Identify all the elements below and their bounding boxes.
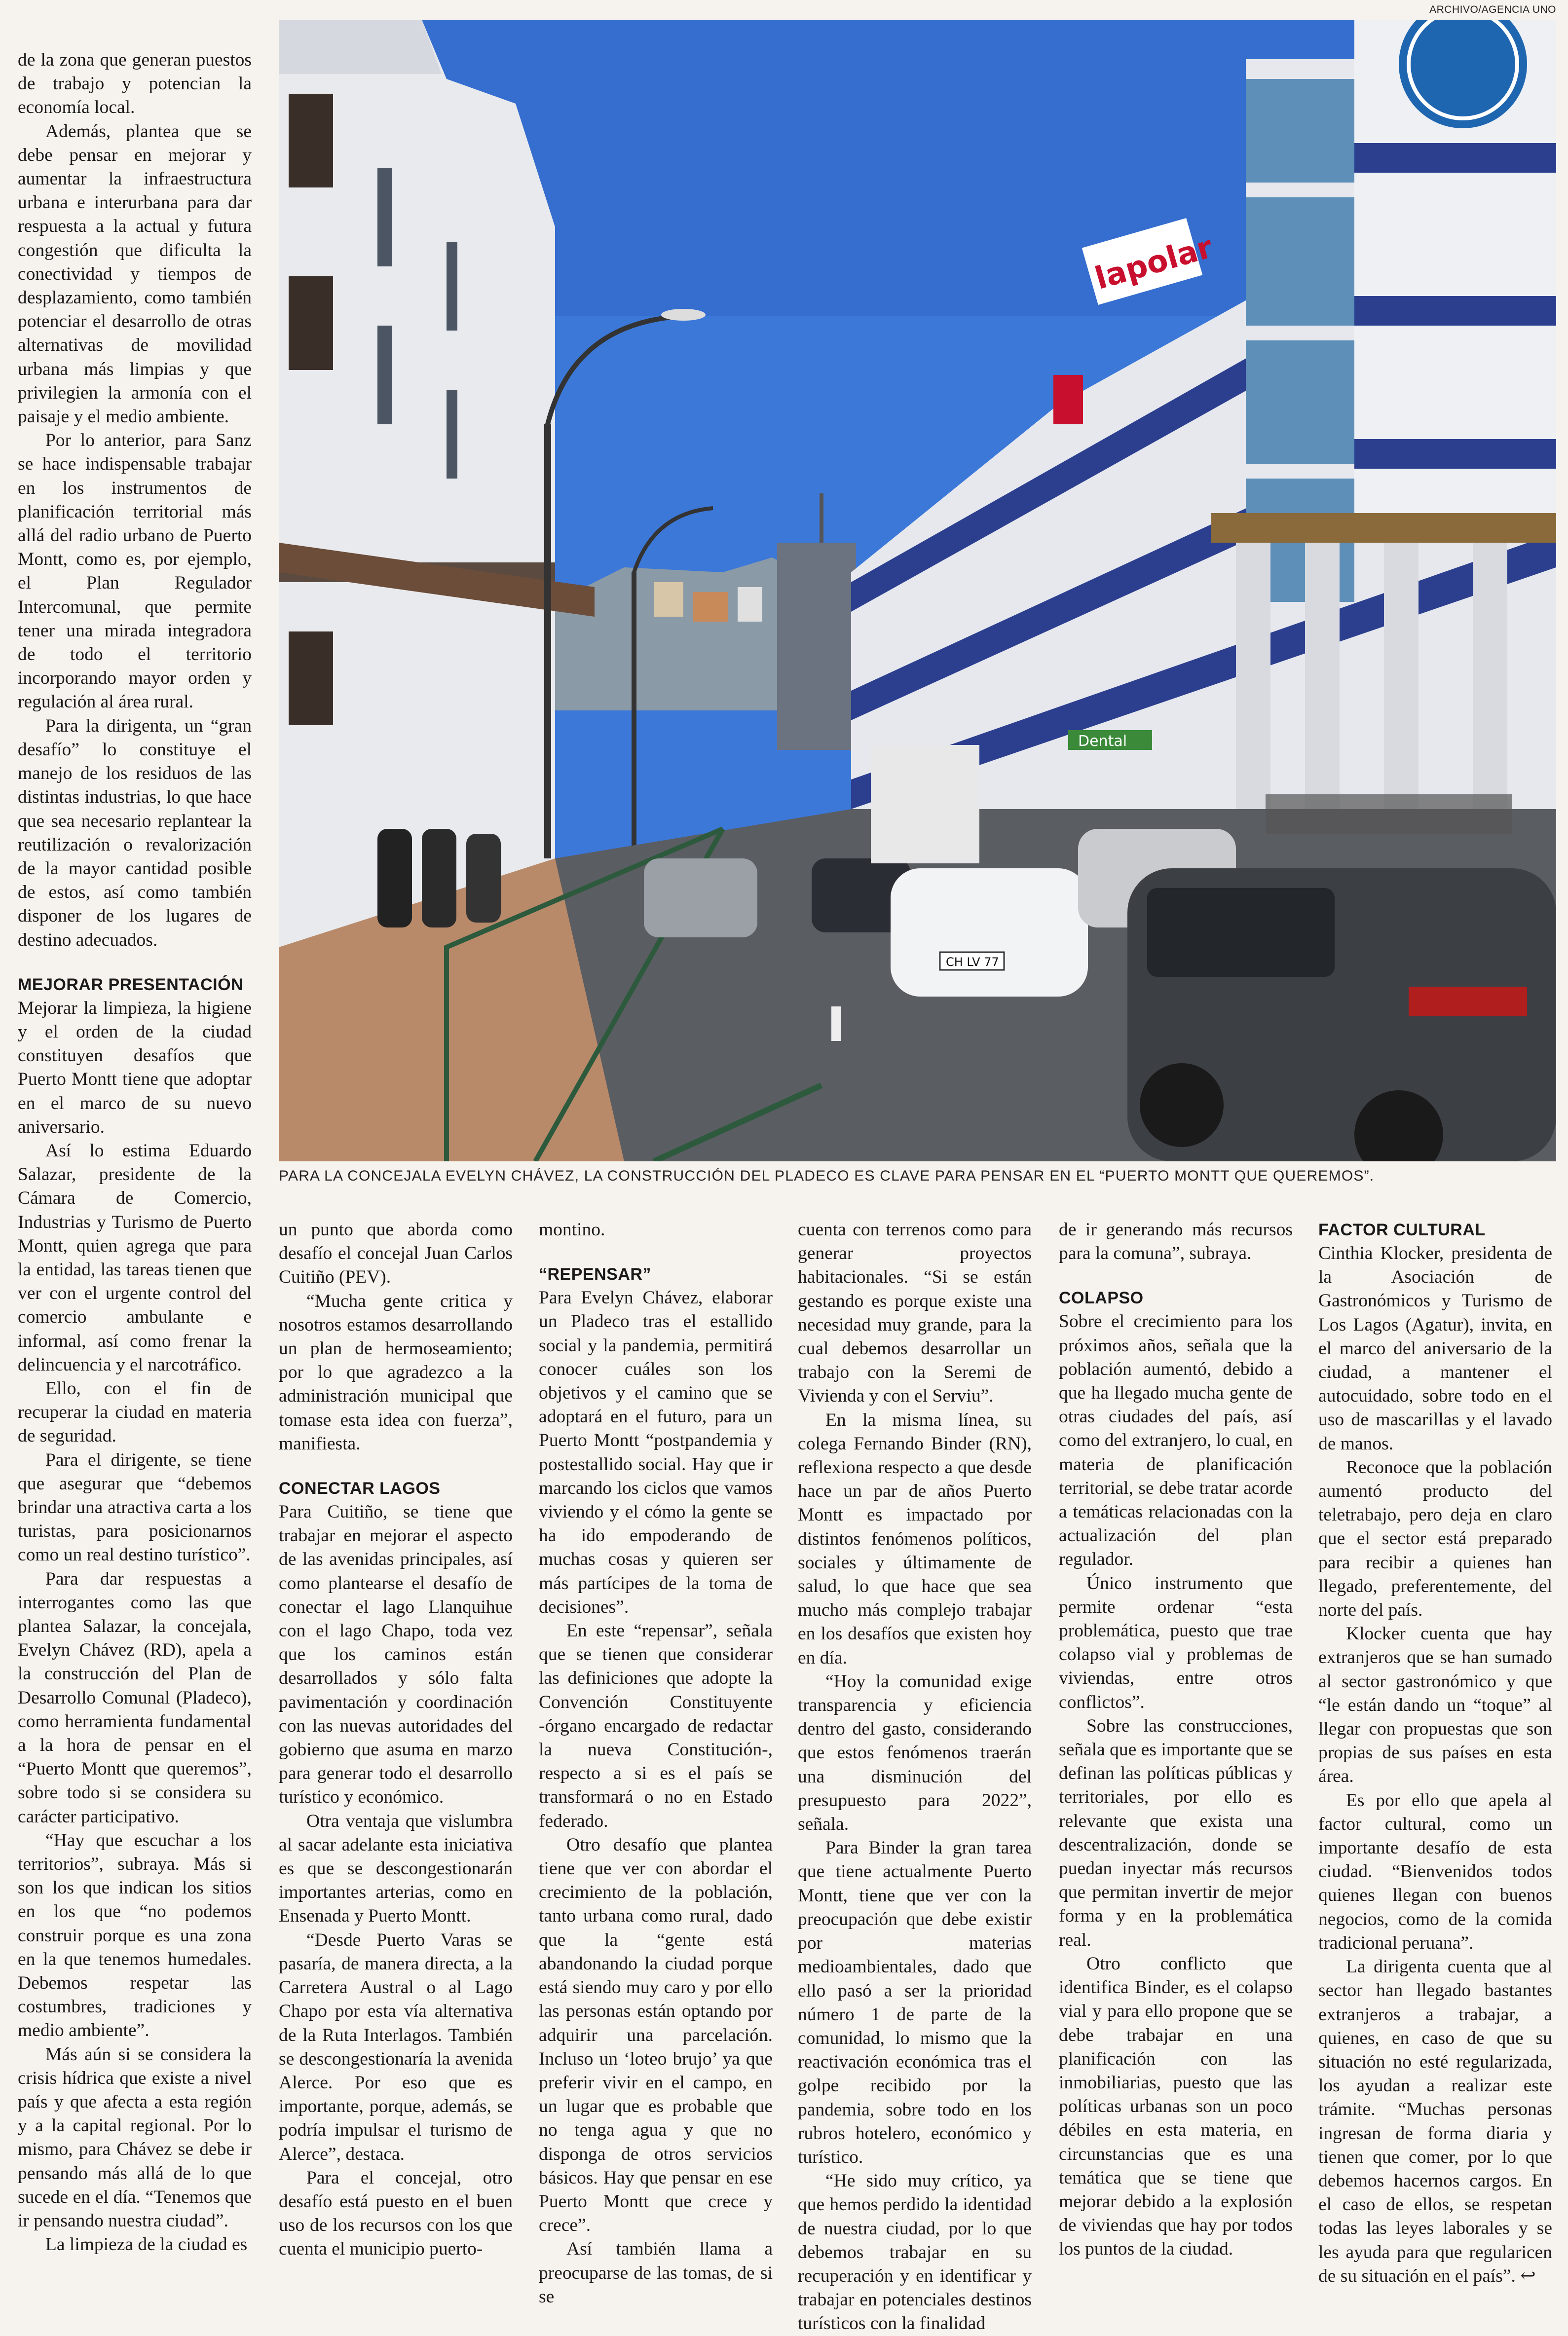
section-heading-factor-cultural: FACTOR CULTURAL: [1318, 1221, 1486, 1239]
dental-sign-text: Dental: [1078, 733, 1127, 750]
scaffold-tower: [777, 543, 856, 750]
paragraph: Otra ventaja que vislumbra al sacar adelante esta iniciativa es que se descongestionarán importantes arterias, como en Ensenada y Puerto Montt.: [279, 1811, 513, 1927]
paragraph: Así lo estima Eduardo Salazar, presidente de la Cámara de Comercio, Industrias y Turismo de Puerto Montt, quien agrega que para la entidad, las tareas tienen que ver con el urgente control del comercio ambulante e informal, así como frenar la delincuencia y el narcotráfico.: [18, 1140, 252, 1375]
photo-caption: PARA LA CONCEJALA EVELYN CHÁVEZ, LA CONSTRUCCIÓN DEL PLADECO ES CLAVE PARA PENSAR EN EL “PUERTO MONTT QUE QUEREMOS”.: [279, 1168, 1375, 1184]
section-heading-mejorar-presentacion: MEJORAR PRESENTACIÓN: [18, 975, 244, 994]
paragraph: La dirigenta cuenta que al sector han llegado bastantes extranjeros a trabajar, a quienes, en caso de que su situación no esté regularizada, los ayudan a realizar este trámite. “Muchas personas ingresan de forma diaria y tienen que comer, por lo que debemos hacernos cargos. En el caso de ellos, se respetan todas las leyes laborales y se les ayuda para que regularicen de su situación en el país”. ↩: [1318, 1957, 1552, 2286]
unimarc-sign: [1053, 375, 1083, 424]
paragraph: Además, plantea que se debe pensar en mejorar y aumentar la infraestructura urbana e interurbana para dar respuesta a la actual y futura congestión que dificulta la conectividad y tiempos de desplazamiento, como también potenciar el desarrollo de otras alternativas de movilidad urbana más limpias y que privilegien la armonía con el paisaje y el medio ambiente.: [18, 121, 252, 427]
paragraph: Sobre las construcciones, señala que es importante que se definan las políticas públicas y territoriales, por ello es relevante que exista una descentralización, donde se puedan inyectar más recursos que permitan invertir de mejor forma y en la problemática real.: [1059, 1715, 1293, 1950]
paragraph: Más aún si se considera la crisis hídrica que existe a nivel país y que afecta a esta región y a la capital regional. Por lo mismo, para Chávez se debe ir pensando más allá de lo que sucede en el día. “Tenemos que ir pensando nuestra ciudad”.: [18, 2044, 252, 2231]
paragraph: Único instrumento que permite ordenar “esta problemática, puesto que trae colapso vial y problemas de viviendas, entre otros conflictos”.: [1059, 1573, 1293, 1712]
paragraph: Otro conflicto que identifica Binder, es el colapso vial y para ello propone que se debe trabajar en una planificación con las inmobiliarias, puesto que las políticas urbanas son un poco débiles en esta materia, en circunstancias que es una temática que se tiene que mejorar debido a la explosión de viviendas que hay por todos los puntos de la ciudad.: [1059, 1953, 1293, 2260]
street-scene-illustration: [279, 20, 1556, 1161]
section-heading-conectar-lagos: CONECTAR LAGOS: [279, 1479, 441, 1498]
article-column-1: [18, 48, 252, 2257]
paragraph: Para la dirigenta, un “gran desafío” lo constituye el manejo de los residuos de las distintas industrias, lo que hace que sea necesario replantear la reutilización o revalorización de la mayor cantidad posible de estos, así como también disponer de los lugares de destino adecuados.: [18, 715, 252, 950]
article-column-2: [279, 1218, 513, 2262]
article-column-3: [539, 1218, 773, 2309]
license-plate: CH LV 77: [946, 955, 999, 969]
paragraph: cuenta con terrenos como para generar proyectos habitacionales. “Si se están gestando es porque existe una necesidad muy grande, para la cual debemos desarrollar un trabajo con la Seremi de Vivienda y con el Serviu”.: [798, 1220, 1032, 1407]
paragraph: Para Cuitiño, se tiene que trabajar en mejorar el aspecto de las avenidas principales, así como plantearse el desafío de conectar el lago Llanquihue con el lago Chapo, toda vez que los caminos están desarrollados y sólo falta pavimentación y coordinación con las nuevas autoridades del gobierno que asuma en marzo para generar todo el desarrollo turístico y económico.: [279, 1502, 513, 1808]
paragraph: En este “repensar”, señala que se tienen que considerar las definiciones que adopte la Convención Constituyente -órgano encargado de redactar la nueva Constitución-, respecto a si es el país se transformará o no en Estado federado.: [539, 1621, 773, 1831]
paragraph: montino.: [539, 1220, 605, 1240]
paragraph: Para dar respuestas a interrogantes como las que plantea Salazar, la concejala, Evelyn Chávez (RD), apela a la construcción del Plan de Desarrollo Comunal (Pladeco), como herramienta fundamental a la hora de pensar en el “Puerto Montt que queremos”, sobre todo si se considera su carácter participativo.: [18, 1568, 252, 1827]
car-silver: [644, 858, 757, 937]
paragraph: La limpieza de la ciudad es: [45, 2234, 248, 2255]
article-column-4: [798, 1218, 1032, 2336]
paragraph: “He sido muy crítico, ya que hemos perdido la identidad de nuestra ciudad, por lo que debemos trabajar en su recuperación y en identificar y trabajar en potenciales destinos turísticos con la finalidad: [798, 2171, 1032, 2334]
paragraph: “Hoy la comunidad exige transparencia y eficiencia dentro del gasto, considerando que estos fenómenos traerán una disminución del presupuesto para 2022”, señala.: [798, 1671, 1032, 1835]
article-column-5: [1059, 1218, 1293, 2262]
section-heading-colapso: COLAPSO: [1059, 1289, 1144, 1308]
paragraph: Mejorar la limpieza, la higiene y el orden de la ciudad constituyen desafíos que Puerto Montt tiene que adoptar en el marco de su nuevo aniversario.: [18, 998, 252, 1137]
paragraph: “Desde Puerto Varas se pasaría, de manera directa, a la Carretera Austral o al Lago Chapo por esta vía alternativa de la Ruta Interlagos. También se descongestionaría la avenida Alerce. Por eso que es importante, porque, además, se podría impulsar el turismo de Alerce”, destaca.: [279, 1929, 513, 2164]
paragraph: Para el concejal, otro desafío está puesto en el buen uso de los recursos con los que cuenta el municipio puerto-: [279, 2167, 513, 2260]
lapolar-sign-text: lapolar: [1091, 228, 1217, 297]
paragraph: Klocker cuenta que hay extranjeros que se han sumado al sector gastronómico y que “le están dando un “toque” al llegar con propuestas que son propias de sus países en esta área.: [1318, 1624, 1552, 1787]
car-white: [891, 868, 1088, 997]
paragraph: de ir generando más recursos para la comuna”, subraya.: [1059, 1220, 1293, 1264]
paragraph: Para Evelyn Chávez, elaborar un Pladeco tras el estallido social y la pandemia, permitirá conocer cuáles son los objetivos y el camino que se adoptará en el futuro, para un Puerto Montt “postpandemia y postestallido social. Hay que ir marcando los ciclos que vamos viviendo y el cómo la gente se ha ido empoderando de muchas cosas y quieren ser más partícipes de la toma de decisiones”.: [539, 1288, 773, 1617]
paragraph: un punto que aborda como desafío el concejal Juan Carlos Cuitiño (PEV).: [279, 1220, 513, 1288]
photo-credit: ARCHIVO/AGENCIA UNO: [1429, 4, 1556, 15]
paragraph: “Mucha gente critica y nosotros estamos desarrollando un plan de hermoseamiento; por lo que agradezco a la administración municipal que tomase esta idea con fuerza”, manifiesta.: [279, 1291, 513, 1454]
truck-white: [871, 745, 979, 863]
paragraph: Cinthia Klocker, presidenta de la Asociación de Gastronómicos y Turismo de Los Lagos (Agatur), invita, en el marco del aniversario de la ciudad, a mantener el autocuidado, sobre todo en el uso de mascarillas y el lavado de manos.: [1318, 1243, 1552, 1454]
paragraph: Así también llama a preocuparse de las tomas, de si se: [539, 2239, 773, 2307]
paragraph: Para el dirigente, se tiene que asegurar que “debemos brindar una atractiva carta a los turistas, para posicionarnos como un real destino turístico”.: [18, 1449, 252, 1565]
paragraph: Sobre el crecimiento para los próximos años, señala que la población aumentó, debido a que ha llegado mucha gente de otras ciudades del país, así como del extranjero, lo cual, en materia de planificación territorial, se debe tratar acorde a temáticas relacionadas con la actualización del plan regulador.: [1059, 1311, 1293, 1570]
paragraph: Para Binder la gran tarea que tiene actualmente Puerto Montt, tiene que ver con la preocupación que debe existir por materias medioambientales, dado que ello pasó a ser la prioridad número 1 de parte de la comunidad, lo mismo que la reactivación económica tras el golpe recibido por la pandemia, sobre todo en los rubros hotelero, económico y turístico.: [798, 1838, 1032, 2167]
paragraph: Por lo anterior, para Sanz se hace indispensable trabajar en los instrumentos de planificación territorial más allá del radio urbano de Puerto Montt, como es, por ejemplo, el Plan Regulador Intercomunal, que permite tener una mirada integradora de todo el territorio incorporando mayor orden y regulación al área rural.: [18, 430, 252, 712]
street-photo: [279, 20, 1556, 1161]
paragraph: En la misma línea, su colega Fernando Binder (RN), reflexiona respecto a que desde hace un par de años Puerto Montt es impactado por distintos fenómenos políticos, sociales y últimamente de salud, lo que hace que sea mucho más complejo trabajar en los desafíos que existen hoy en día.: [798, 1409, 1032, 1668]
paragraph: de la zona que generan puestos de trabajo y potencian la economía local.: [18, 50, 252, 118]
paragraph: Otro desafío que plantea tiene que ver con abordar el crecimiento de la población, tanto urbana como rural, dado que la “gente está abandonando la ciudad porque está siendo muy caro y por ello las personas están optando por adquirir una parcelación. Incluso un ‘loteo brujo’ ya que preferir vivir en el campo, en un lugar que es probable que no tenga agua y que no disponga de otros servicios básicos. Hay que pensar en ese Puerto Montt que crece y crece”.: [539, 1834, 773, 2236]
section-heading-repensar: “REPENSAR”: [539, 1265, 651, 1284]
pedestrian: [377, 829, 412, 927]
paragraph: Es por ello que apela al factor cultural, como un importante desafío de esta ciudad. “Bienvenidos todos quienes llegan con buenos negocios, como de la comida tradicional peruana”.: [1318, 1790, 1552, 1953]
paragraph: “Hay que escuchar a los territorios”, subraya. Más si son los que indican los sitios en los que “no podemos construir porque es una zona en la que tenemos humedales. Debemos respetar las costumbres, tradiciones y medio ambiente”.: [18, 1830, 252, 2041]
paragraph: Reconoce que la población aumentó producto del teletrabajo, pero deja en claro que el sector está preparado para recibir a quienes han llegado, preferentemente, del norte del país.: [1318, 1457, 1552, 1621]
paragraph: Ello, con el fin de recuperar la ciudad en materia de seguridad.: [18, 1378, 252, 1446]
article-column-6: [1318, 1218, 1552, 2288]
